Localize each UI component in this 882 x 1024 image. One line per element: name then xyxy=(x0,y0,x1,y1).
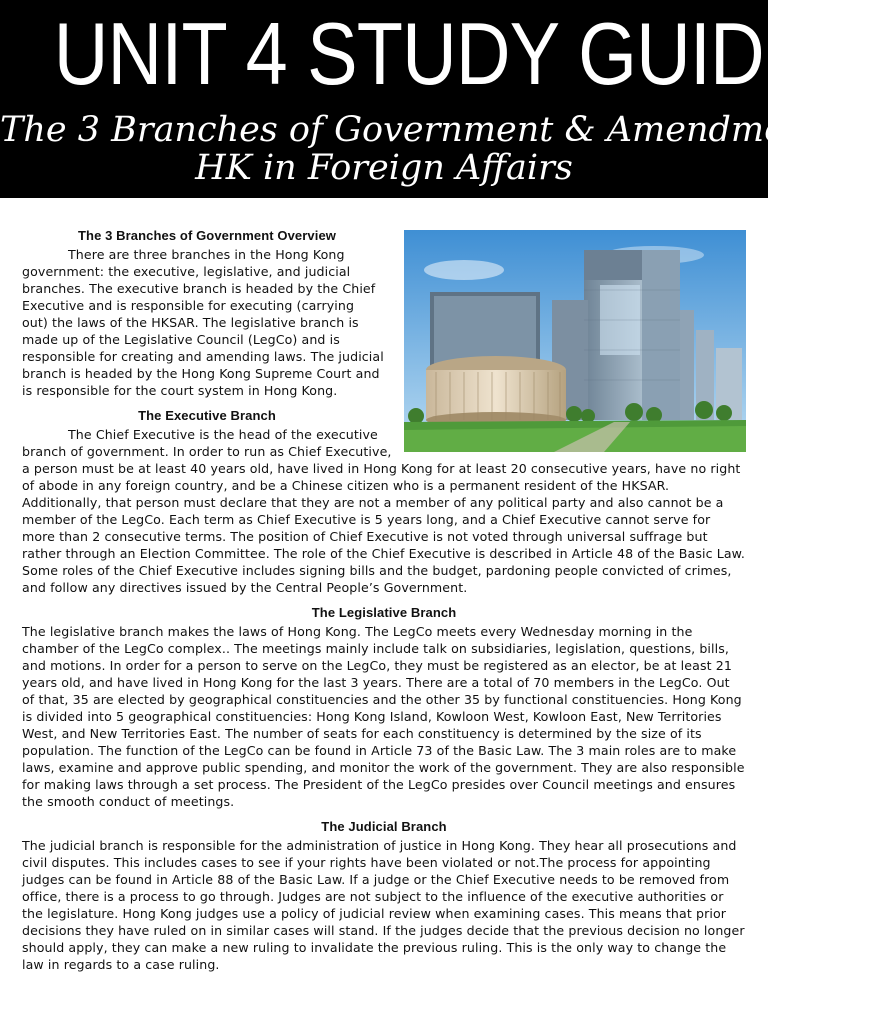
page-subtitle-line-1: The 3 Branches of Government & Amendments & xyxy=(0,110,882,150)
judicial-branch-heading: The Judicial Branch xyxy=(321,819,447,834)
legislative-branch-heading: The Legislative Branch xyxy=(311,605,457,620)
judicial-branch-paragraph: The judicial branch is responsible for the administration of justice in Hong Kong. They hear all prosecutions and civil disputes. This includes cases to see if your rights have been violated or not.The process for appointing judges can be found in Article 88 of the Basic Law. If a judge or the Chief Executive needs to be removed from office, there is a process to go through. Judges are not subject to the influence of the executive authorities or the legislature. Hong Kong judges use a policy of judicial review when examining cases. This means that prior decisions they have ruled on in similar cases will stand. If the judges decide that the previous decision no longer should apply, they can make a new ruling to invalidate the previous ruling. This is the only way to change the law in regards to a case ruling. xyxy=(22,838,745,972)
document-body xyxy=(22,226,746,980)
executive-branch-paragraph: The Chief Executive is the head of the executive branch of government. In order to run as Chief Executive, a person must be at least 40 years old, have lived in Hong Kong for at least 20 consecutive years, have no right of abode in any foreign country, and be a Chinese citizen who is a permanent resident of the HKSAR. Additionally, that person must declare that they are not a member of any political party and also cannot be a member of the LegCo. Each term as Chief Executive is 5 years long, and a Chief Executive cannot serve for more than 2 consecutive terms. The position of Chief Executive is not voted through universal suffrage but rather through an Election Committee. The role of the Chief Executive is described in Article 48 of the Basic Law. Some roles of the Chief Executive includes signing bills and the budget, pardoning people convicted of crimes, and follow any directives issued by the Central People’s Government. xyxy=(22,427,746,595)
government-complex-photo xyxy=(404,230,746,452)
executive-branch-heading: The Executive Branch xyxy=(138,408,276,423)
overview-heading: The 3 Branches of Government Overview xyxy=(77,228,336,243)
legislative-branch-paragraph: The legislative branch makes the laws of Hong Kong. The LegCo meets every Wednesday morning in the chamber of the LegCo complex.. The meetings mainly include talk on subsidiaries, legislation, questions, bills, and motions. In order for a person to serve on the LegCo, they must be registered as an elector, be at least 21 years old, and have lived in Hong Kong for the last 3 years. There are a total of 70 members in the LegCo. Out of that, 35 are elected by geographical constituencies and the other 35 by functional constituencies. Hong Kong is divided into 5 geographical constituencies: Hong Kong Island, Kowloon West, Kowloon East, New Territories West, and New Territories East. The number of seats for each constituency is determined by the size of its population. The function of the LegCo can be found in Article 73 of the Basic Law. The 3 main roles are to make laws, examine and approve public spending, and monitor the work of the government. They are also responsible for making laws through a set process. The President of the LegCo presides over Council meetings and ensures the smooth conduct of meetings. xyxy=(22,624,745,809)
header-banner xyxy=(0,0,882,198)
overview-paragraph: There are three branches in the Hong Kong government: the executive, legislative, and judicial branches. The executive branch is headed by the Chief Executive and is responsible for executing (carrying out) the laws of the HKSAR. The legislative branch is made up of the Legislative Council (LegCo) and is responsible for creating and amending laws. The judicial branch is headed by the Hong Kong Supreme Court and is responsible for the court system in Hong Kong. xyxy=(22,247,384,398)
page-subtitle-line-2: HK in Foreign Affairs xyxy=(195,148,573,188)
page-title: UNIT 4 STUDY GUIDE xyxy=(53,4,814,103)
